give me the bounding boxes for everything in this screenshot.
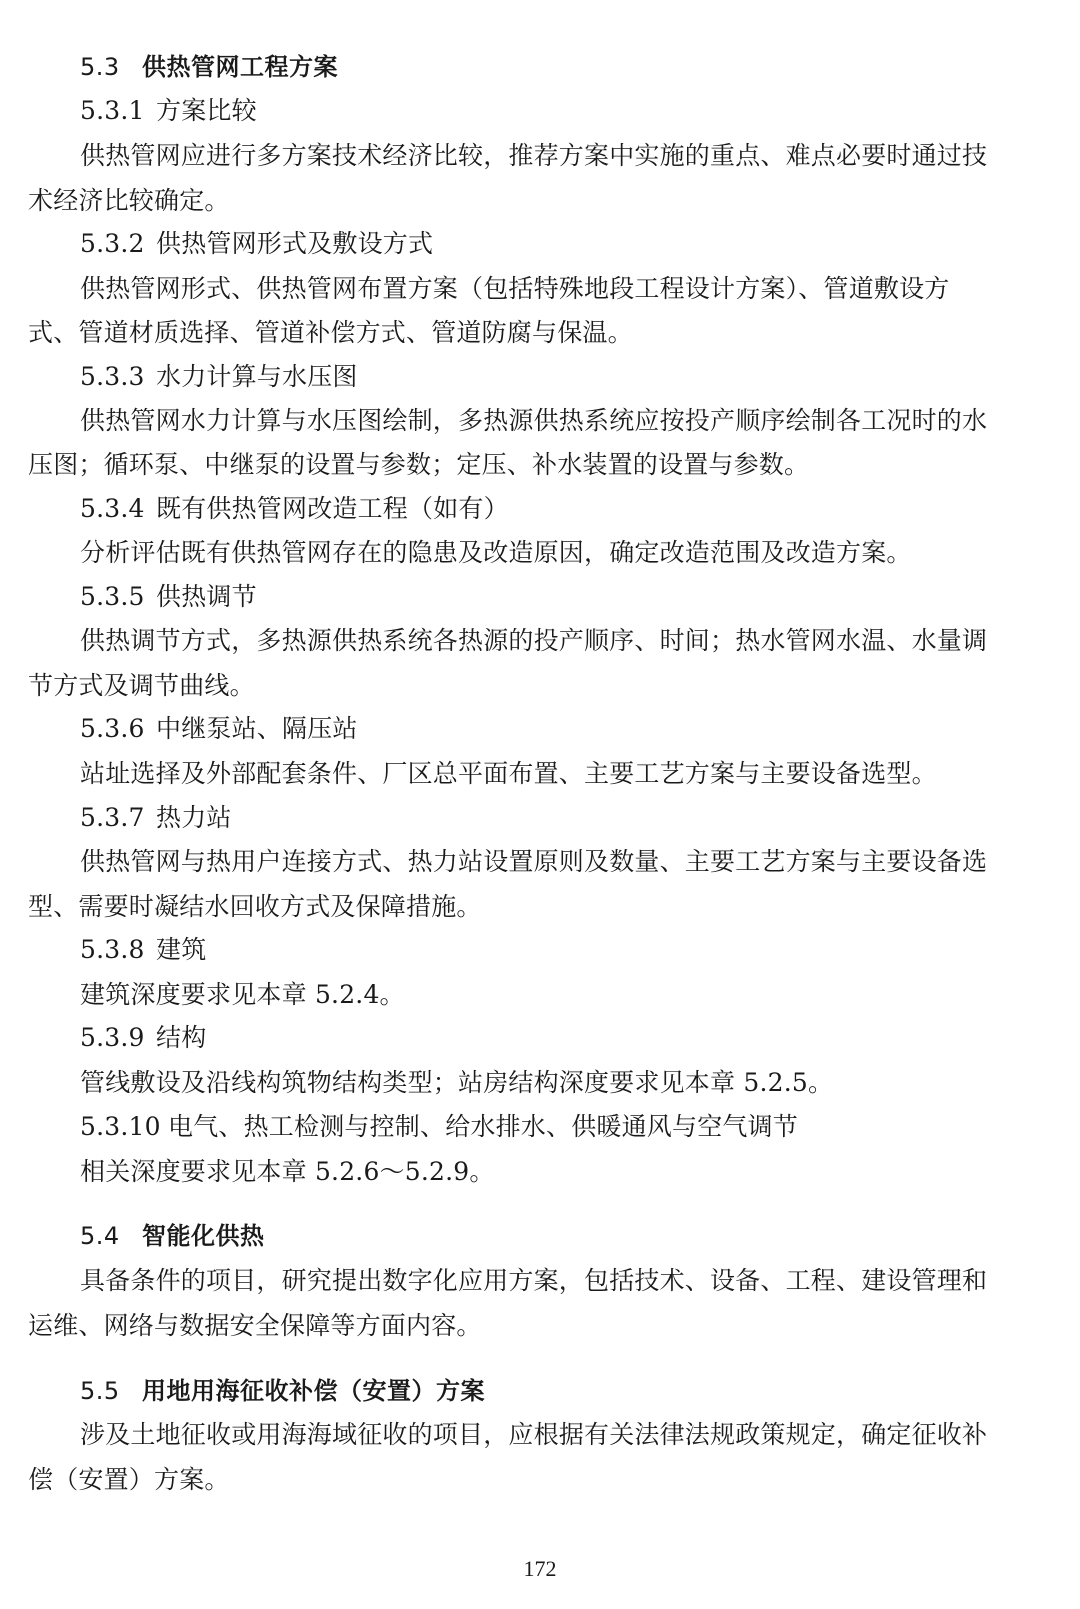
subsection-number: 5.3.3 <box>80 362 145 391</box>
paragraph-line: 供热管网应进行多方案技术经济比较，推荐方案中实施的重点、难点必要时通过技 <box>80 141 988 170</box>
section-number: 5.4 <box>80 1222 120 1250</box>
page-number: 172 <box>523 1556 557 1581</box>
section-number: 5.3 <box>80 53 120 81</box>
subsection-heading-5-3-2 <box>80 227 1080 261</box>
subsection-title: 中继泵站、隔压站 <box>156 714 358 743</box>
paragraph-line: 管线敷设及沿线构筑物结构类型；站房结构深度要求见本章 5.2.5。 <box>80 1068 834 1097</box>
paragraph-line: 供热管网形式、供热管网布置方案（包括特殊地段工程设计方案）、管道敷设方 <box>80 274 950 303</box>
subsection-title: 供热管网形式及敷设方式 <box>156 229 434 258</box>
subsection-heading-5-3-9 <box>80 1021 1080 1055</box>
subsection-heading-5-3-10 <box>80 1110 1080 1144</box>
section-title: 智能化供热 <box>142 1222 265 1250</box>
paragraph-line: 压图；循环泵、中继泵的设置与参数；定压、补水装置的设置与参数。 <box>28 450 810 479</box>
subsection-number: 5.3.5 <box>80 582 145 611</box>
paragraph-line: 分析评估既有供热管网存在的隐患及改造原因，确定改造范围及改造方案。 <box>80 538 912 567</box>
subsection-number: 5.3.9 <box>80 1023 145 1052</box>
paragraph-line: 站址选择及外部配套条件、厂区总平面布置、主要工艺方案与主要设备选型。 <box>80 759 937 788</box>
subsection-title: 热力站 <box>156 803 232 832</box>
section-heading-5-3 <box>80 50 1080 84</box>
paragraph-line: 建筑深度要求见本章 5.2.4。 <box>80 980 405 1009</box>
subsection-title: 建筑 <box>156 935 207 964</box>
paragraph-line: 具备条件的项目，研究提出数字化应用方案，包括技术、设备、工程、建设管理和 <box>80 1266 988 1295</box>
subsection-number: 5.3.7 <box>80 803 145 832</box>
subsection-number: 5.3.6 <box>80 714 145 743</box>
paragraph-line: 供热管网与热用户连接方式、热力站设置原则及数量、主要工艺方案与主要设备选 <box>80 847 988 876</box>
paragraph-line: 偿（安置）方案。 <box>28 1465 230 1494</box>
subsection-number: 5.3.1 <box>80 96 145 125</box>
paragraph-line: 相关深度要求见本章 5.2.6～5.2.9。 <box>80 1157 495 1186</box>
subsection-heading-5-3-4 <box>80 492 1080 526</box>
subsection-title: 供热调节 <box>156 582 257 611</box>
paragraph-line: 型、需要时凝结水回收方式及保障措施。 <box>28 892 482 921</box>
paragraph-line: 运维、网络与数据安全保障等方面内容。 <box>28 1311 482 1340</box>
section-title: 供热管网工程方案 <box>142 53 338 81</box>
paragraph-line: 涉及土地征收或用海海域征收的项目，应根据有关法律法规政策规定，确定征收补 <box>80 1420 988 1449</box>
subsection-title: 结构 <box>156 1023 207 1052</box>
subsection-number: 5.3.4 <box>80 494 145 523</box>
paragraph-line: 供热调节方式，多热源供热系统各热源的投产顺序、时间；热水管网水温、水量调 <box>80 626 988 655</box>
section-heading-5-5 <box>80 1374 1080 1408</box>
subsection-title: 既有供热管网改造工程（如有） <box>156 494 509 523</box>
subsection-heading-5-3-1 <box>80 94 1080 128</box>
subsection-number: 5.3.2 <box>80 229 145 258</box>
subsection-title: 方案比较 <box>156 96 257 125</box>
subsection-title: 水力计算与水压图 <box>156 362 358 391</box>
subsection-number: 5.3.8 <box>80 935 145 964</box>
paragraph-line: 节方式及调节曲线。 <box>28 671 255 700</box>
subsection-number: 5.3.10 <box>80 1112 161 1141</box>
subsection-heading-5-3-7 <box>80 801 1080 835</box>
subsection-heading-5-3-6 <box>80 712 1080 746</box>
subsection-heading-5-3-5 <box>80 580 1080 614</box>
subsection-heading-5-3-8 <box>80 933 1080 967</box>
paragraph-line: 供热管网水力计算与水压图绘制，多热源供热系统应按投产顺序绘制各工况时的水 <box>80 406 988 435</box>
section-number: 5.5 <box>80 1377 120 1405</box>
subsection-heading-5-3-3 <box>80 360 1080 394</box>
subsection-title: 电气、热工检测与控制、给水排水、供暖通风与空气调节 <box>168 1112 799 1141</box>
paragraph-line: 式、管道材质选择、管道补偿方式、管道防腐与保温。 <box>28 318 633 347</box>
paragraph-line: 术经济比较确定。 <box>28 186 230 215</box>
section-heading-5-4 <box>80 1219 1080 1253</box>
section-title: 用地用海征收补偿（安置）方案 <box>142 1377 485 1405</box>
